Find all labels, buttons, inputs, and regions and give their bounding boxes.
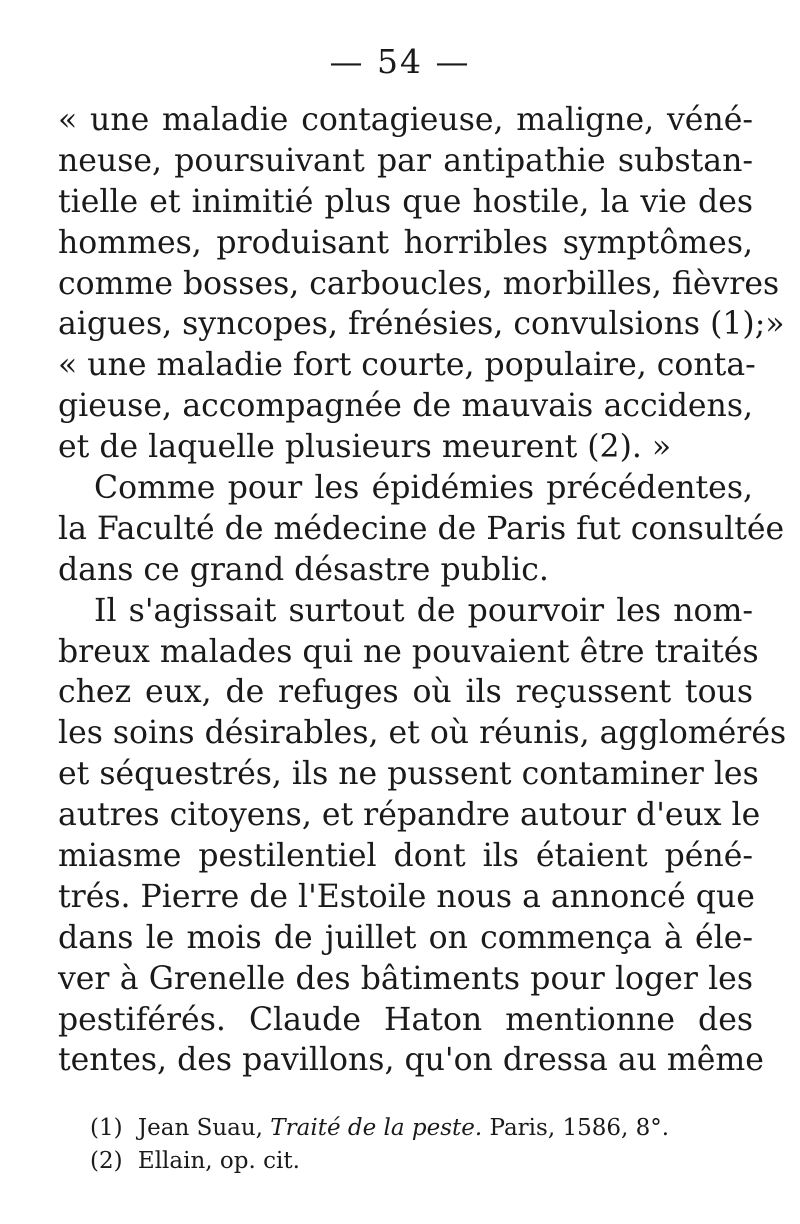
text-line: tentes, des pavillons, qu'on dressa au même	[58, 1042, 764, 1079]
text-line: ver à Grenelle des bâtiments pour loger les	[58, 960, 753, 997]
footnote-ref: (1)	[90, 1115, 123, 1141]
text-line: aigues, syncopes, frénésies, convulsions (1);»	[58, 306, 785, 343]
text-line: breux malades qui ne pouvaient être traités	[58, 633, 759, 670]
text-line: gieuse, accompagnée de mauvais accidens,	[58, 388, 753, 425]
text-line: miasme pestilentiel dont ils étaient péné-	[58, 838, 753, 875]
footnote-author: Ellain, op. cit.	[137, 1148, 300, 1174]
text-line: comme bosses, carboucles, morbilles, fièvres	[58, 265, 780, 302]
text-line: hommes, produisant horribles symptômes,	[58, 224, 753, 261]
text-line: trés. Pierre de l'Estoile nous a annoncé que	[58, 878, 755, 915]
text-line: et de laquelle plusieurs meurent (2). »	[58, 429, 672, 466]
text-line: Il s'agissait surtout de pourvoir les nom-	[94, 592, 753, 629]
text-line: dans le mois de juillet on commença à éle-	[58, 919, 753, 956]
footnote-ref: (2)	[90, 1148, 123, 1174]
text-line: Comme pour les épidémies précédentes,	[94, 470, 753, 507]
text-line: chez eux, de refuges où ils reçussent tous	[58, 674, 753, 711]
footnote-publication: Paris, 1586, 8°.	[489, 1115, 670, 1141]
text-line: autres citoyens, et répandre autour d'eux le	[58, 797, 761, 834]
text-line: tielle et inimitié plus que hostile, la vie des	[58, 183, 753, 220]
footnote-title: Traité de la peste.	[270, 1115, 483, 1141]
page-number: — 54 —	[329, 42, 471, 81]
text-line: « une maladie contagieuse, maligne, véné-	[58, 102, 753, 138]
footnotes	[90, 1112, 760, 1178]
text-line: dans ce grand désastre public.	[58, 551, 549, 588]
footnote	[90, 1145, 760, 1178]
text-line: la Faculté de médecine de Paris fut consultée	[58, 510, 785, 547]
text-line: pestiférés. Claude Haton mentionne des	[58, 1001, 753, 1038]
body-text	[58, 100, 787, 1081]
text-line: les soins désirables, et où réunis, agglomérés	[58, 715, 787, 752]
footnote-author: Jean Suau,	[137, 1115, 263, 1141]
text-line: et séquestrés, ils ne pussent contaminer les	[58, 756, 759, 793]
text-line: neuse, poursuivant par antipathie substan-	[58, 142, 753, 179]
footnote	[90, 1112, 760, 1145]
text-line: « une maladie fort courte, populaire, conta-	[58, 347, 756, 384]
